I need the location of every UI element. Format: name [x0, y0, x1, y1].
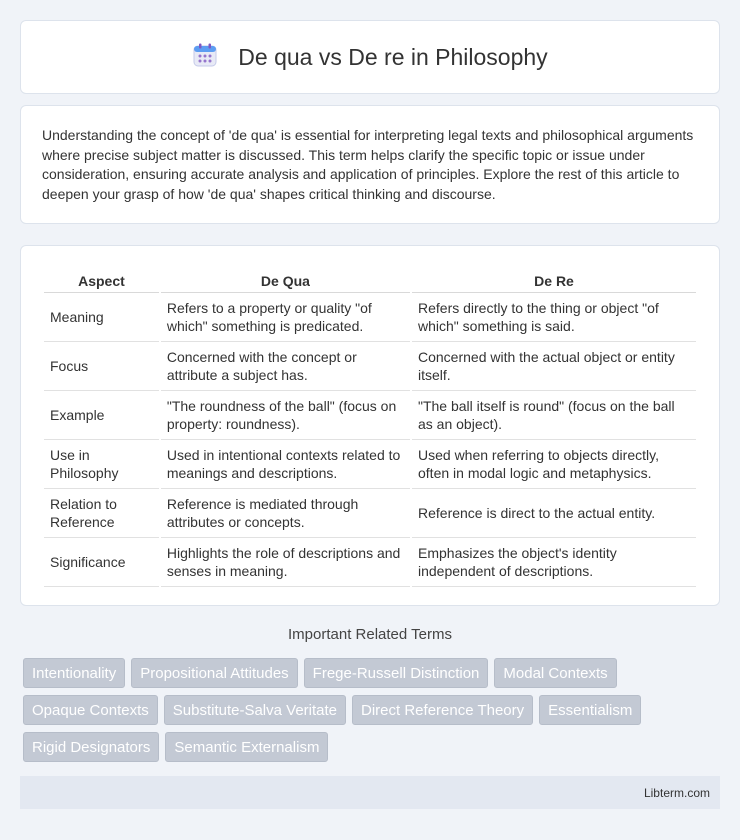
- column-header-de-re: De Re: [412, 266, 696, 293]
- tag-modal-contexts[interactable]: Modal Contexts: [494, 658, 616, 688]
- cell-aspect: Significance: [44, 538, 159, 587]
- table-row: [44, 391, 696, 440]
- tag-essentialism[interactable]: Essentialism: [539, 695, 641, 725]
- tag-frege-russell-distinction[interactable]: Frege-Russell Distinction: [304, 658, 489, 688]
- tag-semantic-externalism[interactable]: Semantic Externalism: [165, 732, 328, 762]
- table-card: [20, 245, 720, 606]
- tag-substitute-salva-veritate[interactable]: Substitute-Salva Veritate: [164, 695, 346, 725]
- header-card: [20, 20, 720, 94]
- cell-de-re: "The ball itself is round" (focus on the ball as an object).: [412, 391, 696, 440]
- cell-de-re: Emphasizes the object's identity independent of descriptions.: [412, 538, 696, 587]
- cell-de-qua: Refers to a property or quality "of which" something is predicated.: [161, 293, 410, 342]
- title-wrap: [192, 42, 547, 73]
- page-title: De qua vs De re in Philosophy: [238, 43, 548, 70]
- comparison-table: [42, 266, 698, 587]
- column-header-aspect: Aspect: [44, 266, 159, 293]
- table-row: [44, 489, 696, 538]
- cell-de-re: Concerned with the actual object or entity itself.: [412, 342, 696, 391]
- tag-opaque-contexts[interactable]: Opaque Contexts: [23, 695, 158, 725]
- cell-de-qua: "The roundness of the ball" (focus on property: roundness).: [161, 391, 410, 440]
- cell-de-qua: Highlights the role of descriptions and senses in meaning.: [161, 538, 410, 587]
- intro-card: [20, 105, 720, 224]
- table-header-row: [44, 266, 696, 293]
- cell-aspect: Focus: [44, 342, 159, 391]
- related-terms-tags: [23, 658, 723, 762]
- cell-aspect: Example: [44, 391, 159, 440]
- table-row: [44, 342, 696, 391]
- column-header-de-qua: De Qua: [161, 266, 410, 293]
- calendar-icon: [192, 42, 218, 73]
- cell-de-qua: Reference is mediated through attributes or concepts.: [161, 489, 410, 538]
- related-terms-title: Important Related Terms: [288, 626, 452, 643]
- cell-de-re: Reference is direct to the actual entity.: [412, 489, 696, 538]
- cell-de-qua: Concerned with the concept or attribute a subject has.: [161, 342, 410, 391]
- tag-rigid-designators[interactable]: Rigid Designators: [23, 732, 159, 762]
- intro-text: Understanding the concept of 'de qua' is essential for interpreting legal texts and philosophical arguments where precise subject matter is discussed. This term helps clarify the specific topic or issue under consideration, ensuring accurate analysis and application of principles. Explore the rest of this article to deepen your grasp of how 'de qua' shapes critical thinking and discourse.: [42, 127, 694, 202]
- footer-site-link[interactable]: Libterm.com: [643, 785, 710, 800]
- cell-de-qua: Used in intentional contexts related to meanings and descriptions.: [161, 440, 410, 489]
- tag-propositional-attitudes[interactable]: Propositional Attitudes: [131, 658, 297, 688]
- cell-de-re: Refers directly to the thing or object "of which" something is said.: [412, 293, 696, 342]
- cell-de-re: Used when referring to objects directly, often in modal logic and metaphysics.: [412, 440, 696, 489]
- cell-aspect: Use in Philosophy: [44, 440, 159, 489]
- table-row: [44, 440, 696, 489]
- tag-direct-reference-theory[interactable]: Direct Reference Theory: [352, 695, 533, 725]
- cell-aspect: Meaning: [44, 293, 159, 342]
- table-row: [44, 538, 696, 587]
- cell-aspect: Relation to Reference: [44, 489, 159, 538]
- tag-intentionality[interactable]: Intentionality: [23, 658, 125, 688]
- table-row: [44, 293, 696, 342]
- footer: [20, 776, 720, 809]
